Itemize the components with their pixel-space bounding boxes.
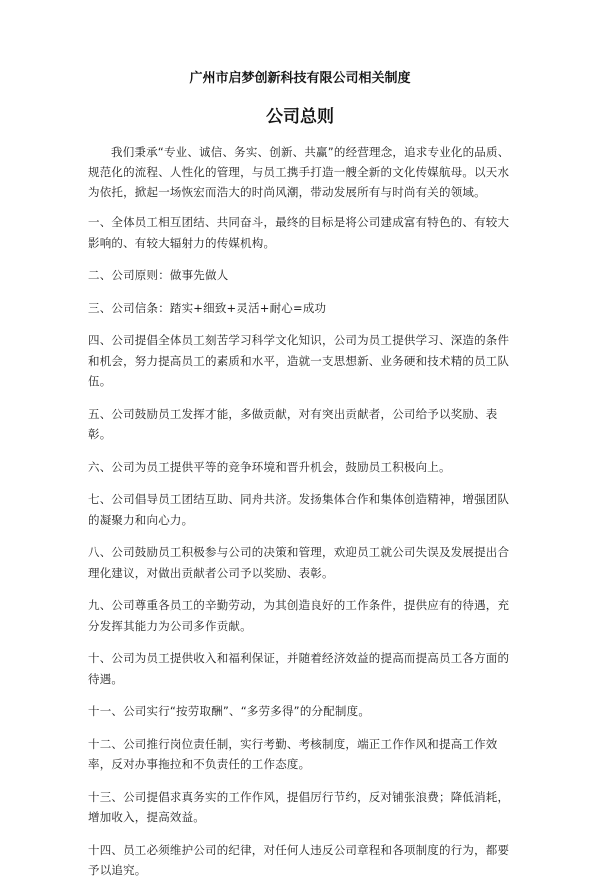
rule-item-3: 三、公司信条：踏实+细致+灵活+耐心=成功: [88, 300, 327, 315]
rule-item-1: 一、全体员工相互团结、共同奋斗，最终的目标是将公司建成富有特色的、有较大影响的、有较大辐射力的传媒机构。: [88, 215, 510, 250]
rule-item-13: 十三、公司提倡求真务实的工作作风，提倡厉行节约，反对铺张浪费；降低消耗，增加收入，提高效益。: [88, 789, 510, 824]
document-title: 广州市启梦创新科技有限公司相关制度: [189, 71, 411, 86]
rule-item-4: 四、公司提倡全体员工刻苦学习科学文化知识，公司为员工提供学习、深造的条件和机会，努力提高员工的素质和水平，造就一支思想新、业务硬和技术精的员工队伍。: [88, 333, 510, 388]
rule-item-2: 二、公司原则：做事先做人: [88, 268, 229, 282]
rule-item-12: 十二、公司推行岗位责任制，实行考勤、考核制度，端正工作作风和提高工作效率，反对办事拖拉和不负责任的工作态度。: [88, 736, 498, 771]
rule-item-8: 八、公司鼓励员工积极参与公司的决策和管理，欢迎员工就公司失误及发展提出合理化建议，对做出贡献者公司予以奖励、表彰。: [88, 545, 510, 580]
rule-item-10: 十、公司为员工提供收入和福利保证，并随着经济效益的提高而提高员工各方面的待遇。: [88, 651, 510, 686]
rule-item-11: 十一、公司实行“按劳取酬”、“多劳多得”的分配制度。: [88, 704, 371, 718]
rule-item-14: 十四、员工必须维护公司的纪律，对任何人违反公司章程和各项制度的行为，都要予以追究。: [88, 842, 510, 877]
rule-item-5: 五、公司鼓励员工发挥才能，多做贡献，对有突出贡献者，公司给予以奖励、表彰。: [88, 406, 498, 441]
section-title: 公司总则: [266, 107, 334, 127]
intro-paragraph: 我们秉承“专业、诚信、务实、创新、共赢”的经营理念，追求专业化的品质、规范化的流程、人性化的管理，与员工携手打造一艘全新的文化传媒航母。以天水为依托，掀起一场恢宏而浩大的时尚风潮，带动发展所有与时尚有关的领域。: [88, 145, 510, 199]
rule-item-9: 九、公司尊重各员工的辛勤劳动，为其创造良好的工作条件，提供应有的待遇，充分发挥其能力为公司多作贡献。: [88, 598, 510, 633]
rule-item-6: 六、公司为员工提供平等的竞争环境和晋升机会，鼓励员工积极向上。: [88, 459, 451, 474]
rule-item-7: 七、公司倡导员工团结互助、同舟共济。发扬集体合作和集体创造精神，增强团队的凝聚力和向心力。: [88, 492, 510, 527]
